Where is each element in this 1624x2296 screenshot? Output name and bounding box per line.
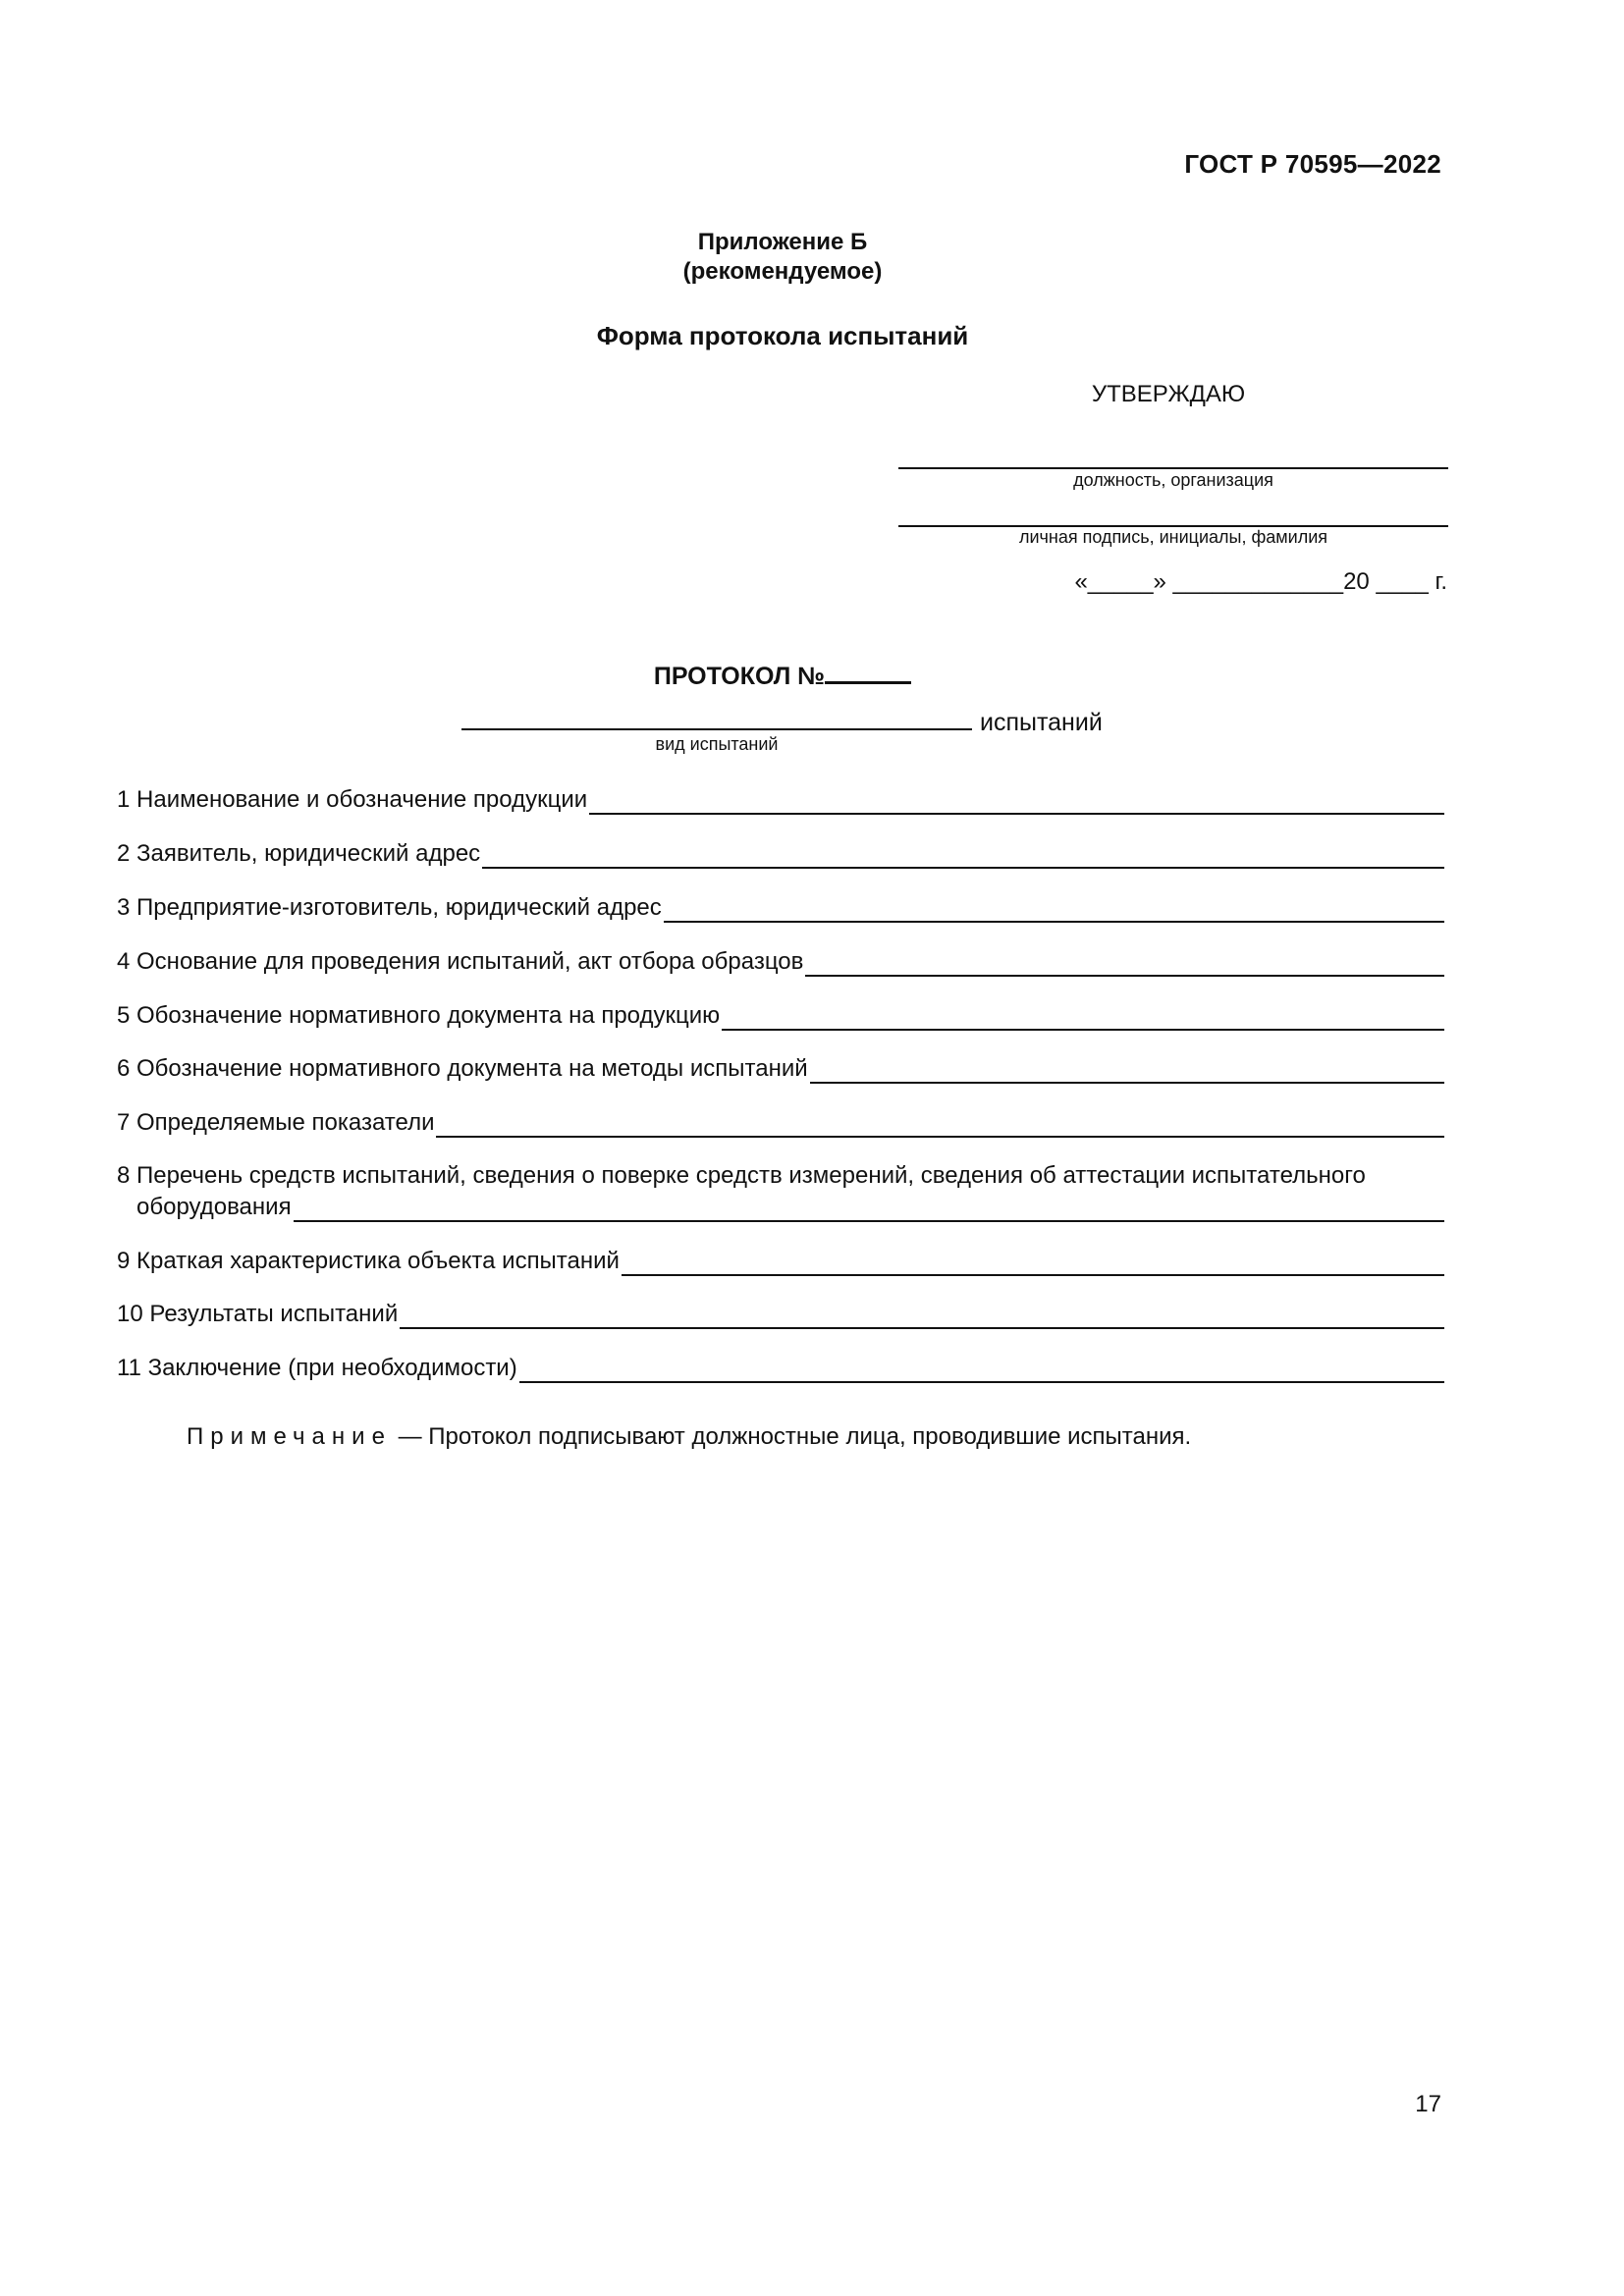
field-blank [622, 1251, 1444, 1276]
approve-label: УТВЕРЖДАЮ [1091, 381, 1246, 407]
test-kind-suffix: испытаний [980, 709, 1103, 736]
field-blank [400, 1304, 1444, 1329]
note [187, 1423, 1191, 1451]
test-kind-caption: вид испытаний [655, 734, 779, 754]
appendix-status: (рекомендуемое) [682, 258, 883, 285]
protocol-title: ПРОТОКОЛ № [653, 663, 826, 690]
page-number: 17 [1415, 2091, 1441, 2117]
field-6 [117, 1054, 1444, 1084]
field-8-continuation [136, 1193, 1444, 1222]
field-blank [664, 897, 1444, 923]
field-label: 4 Основание для проведения испытаний, акт отбора образцов [117, 948, 804, 975]
field-label: 2 Заявитель, юридический адрес [117, 840, 481, 867]
field-11 [117, 1354, 1444, 1383]
field-blank [294, 1197, 1444, 1222]
field-5 [117, 1001, 1444, 1031]
form-title: Форма протокола испытаний [596, 321, 969, 350]
field-label: 1 Наименование и обозначение продукции [117, 786, 588, 813]
appendix-heading [0, 228, 1565, 287]
field-blank [805, 951, 1444, 977]
field-7 [117, 1108, 1444, 1138]
protocol-number-blank [825, 658, 911, 684]
field-blank [722, 1005, 1444, 1031]
field-label: 5 Обозначение нормативного документа на продукцию [117, 1002, 721, 1029]
field-label: оборудования [136, 1194, 292, 1220]
appendix-title: Приложение Б [697, 229, 868, 255]
position-caption: должность, организация [1073, 470, 1273, 490]
field-label: 9 Краткая характеристика объекта испытаний [117, 1248, 620, 1274]
field-8-label: 8 Перечень средств испытаний, сведения о поверке средств измерений, сведения об аттестации испытательного [117, 1162, 1366, 1189]
field-blank [589, 789, 1444, 815]
field-blank [436, 1112, 1444, 1138]
field-blank [519, 1358, 1444, 1383]
field-label: 10 Результаты испытаний [117, 1301, 399, 1327]
field-9 [117, 1247, 1444, 1276]
field-label: 3 Предприятие-изготовитель, юридический адрес [117, 894, 662, 921]
test-kind-row [461, 705, 1103, 737]
field-1 [117, 785, 1444, 815]
field-label: 7 Определяемые показатели [117, 1109, 435, 1136]
field-blank [810, 1058, 1444, 1084]
position-line [898, 467, 1448, 469]
field-label: 6 Обозначение нормативного документа на методы испытаний [117, 1055, 808, 1082]
document-code: ГОСТ Р 70595—2022 [1184, 149, 1441, 179]
field-10 [117, 1300, 1444, 1329]
approval-date-line: «_____» _____________20 ____ г. [1074, 568, 1447, 595]
signature-caption: личная подпись, инициалы, фамилия [1018, 527, 1328, 547]
note-text: — Протокол подписывают должностные лица, проводившие испытания. [398, 1423, 1192, 1450]
field-blank [482, 843, 1444, 869]
field-2 [117, 839, 1444, 869]
test-kind-blank [461, 705, 972, 730]
protocol-title-block [0, 658, 1565, 691]
field-4 [117, 947, 1444, 977]
field-label: 11 Заключение (при необходимости) [117, 1355, 517, 1381]
note-label: Примечание [187, 1423, 392, 1450]
field-3 [117, 893, 1444, 923]
